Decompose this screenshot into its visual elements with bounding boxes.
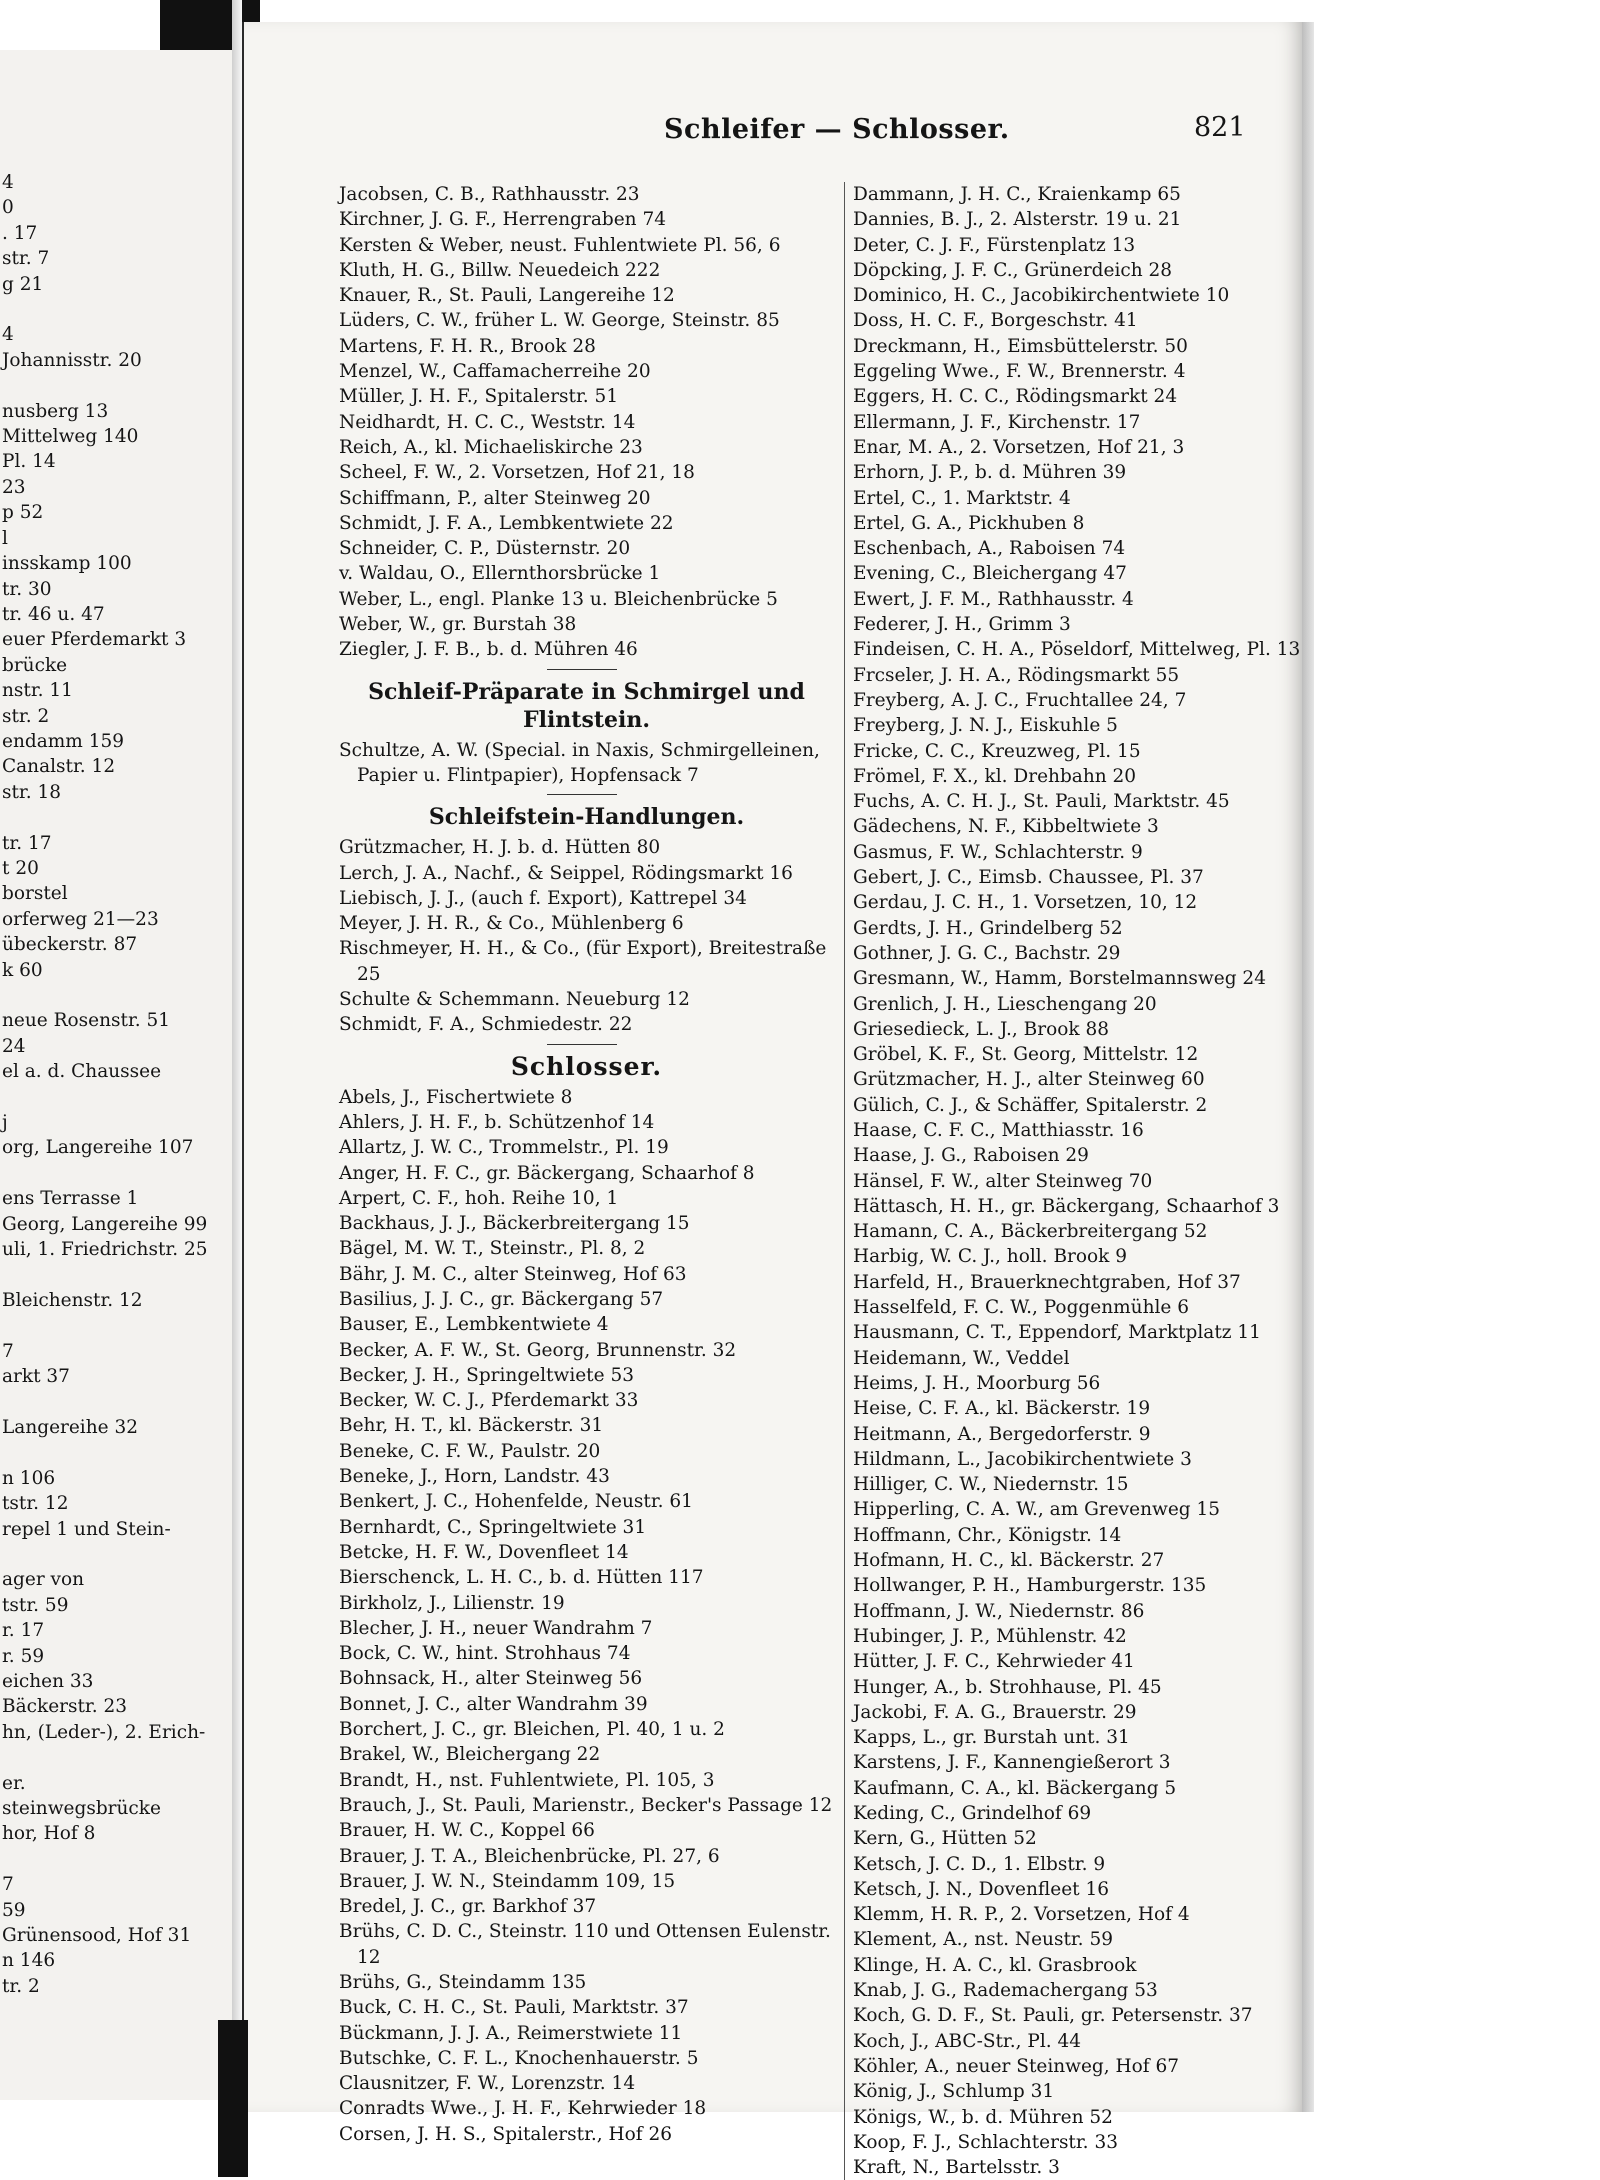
directory-entry: Hasselfeld, F. C. W., Poggenmühle 6 [853,1297,1189,1319]
directory-entry: Grützmacher, H. J. b. d. Hütten 80 [339,837,661,859]
left-page-line: orferweg 21—23 [2,908,159,930]
directory-entry: Bock, C. W., hint. Strohhaus 74 [339,1643,631,1665]
directory-column-right [844,182,1301,2180]
directory-entry: Hildmann, L., Jacobikirchentwiete 3 [853,1448,1192,1470]
left-page-line: steinwegsbrücke [2,1798,161,1819]
left-page-line: euer Pferdemarkt 3 [2,629,187,651]
directory-entry: Abels, J., Fischertwiete 8 [339,1086,573,1108]
left-page-line: g 21 [2,273,44,295]
directory-entry: Findeisen, C. H. A., Pöseldorf, Mittelweg, Pl. 13 [853,639,1301,661]
directory-entry: Meyer, J. H. R., & Co., Mühlenberg 6 [339,913,684,935]
left-page-line: 23 [2,476,26,498]
directory-entry: Ellermann, J. F., Kirchenstr. 17 [853,411,1141,433]
left-page-line: el a. d. Chaussee [2,1061,162,1083]
directory-entry: Koop, F. J., Schlachterstr. 33 [853,2131,1118,2153]
directory-entry: Becker, W. C. J., Pferdemarkt 33 [339,1390,639,1412]
directory-entry: Hoffmann, J. W., Niedernstr. 86 [853,1600,1145,1622]
directory-entry: Birkholz, J., Lilienstr. 19 [339,1592,565,1614]
left-page-line [0,373,232,398]
left-page-line: übeckerstr. 87 [2,934,138,956]
directory-entry: Fuchs, A. C. H. J., St. Pauli, Marktstr. 45 [853,791,1230,813]
left-page-line [0,1161,232,1186]
left-page-line: eichen 33 [2,1670,94,1692]
directory-entry: Allartz, J. W. C., Trommelstr., Pl. 19 [339,1137,669,1159]
directory-entry: Behr, H. T., kl. Bäckerstr. 31 [339,1415,604,1437]
directory-entry: Harfeld, H., Brauerknechtgraben, Hof 37 [853,1271,1241,1293]
left-page-line: n 146 [2,1950,56,1972]
directory-entry: Betcke, H. F. W., Dovenfleet 14 [339,1541,629,1563]
directory-entry: Müller, J. H. F., Spitalerstr. 51 [339,386,619,408]
directory-entry: Gothner, J. G. C., Bachstr. 29 [853,942,1121,964]
directory-entry: Benkert, J. C., Hohenfelde, Neustr. 61 [339,1491,693,1513]
directory-entry: Gresmann, W., Hamm, Borstelmannsweg 24 [853,968,1266,990]
directory-entry: Backhaus, J. J., Bäckerbreitergang 15 [339,1213,690,1235]
directory-entry: Neidhardt, H. C. C., Weststr. 14 [339,411,636,433]
directory-entry: Schmidt, F. A., Schmiedestr. 22 [339,1014,633,1036]
directory-entry: Brauer, H. W. C., Koppel 66 [339,1820,595,1842]
directory-entry: Ahlers, J. H. F., b. Schützenhof 14 [339,1111,655,1133]
left-page-line: Mittelweg 140 [2,426,139,448]
directory-entry: Gädechens, N. F., Kibbeltwiete 3 [853,816,1159,838]
directory-entry: Döpcking, J. F. C., Grünerdeich 28 [853,259,1173,281]
left-page-line: Pl. 14 [2,451,56,473]
section-heading-schlosser: Schlosser. [510,1051,663,1081]
directory-entry: Eggeling Wwe., F. W., Brennerstr. 4 [853,361,1186,383]
left-page-line: arkt 37 [2,1366,70,1388]
left-page-line: 4 [2,324,14,346]
directory-entry: Weber, W., gr. Burstah 38 [339,614,577,636]
directory-entry: Weber, L., engl. Planke 13 u. Bleichenbrücke 5 [339,588,778,610]
directory-entry: Köhler, A., neuer Steinweg, Hof 67 [853,2055,1180,2077]
directory-entry: Jacobsen, C. B., Rathhausstr. 23 [339,184,640,205]
directory-entry: Bückmann, J. J. A., Reimerstwiete 11 [339,2022,683,2044]
left-page-line: repel 1 und Stein- [2,1518,171,1540]
section-heading-praeparate: Schleif-Präparate in Schmirgel und Flintstein. [368,678,805,733]
left-page-line [0,1542,232,1567]
book-spine [232,0,242,2177]
directory-entry: Eschenbach, A., Raboisen 74 [853,538,1126,560]
directory-page [242,22,1304,2179]
directory-entry: Scheel, F. W., 2. Vorsetzen, Hof 21, 18 [339,462,695,484]
directory-entry: Ertel, G. A., Pickhuben 8 [853,512,1085,534]
directory-entry: Rischmeyer, H. H., & Co., (für Export), Breitestraße 25 [339,938,827,985]
left-page-line: r. 17 [2,1620,45,1642]
left-page-line [0,1440,232,1465]
directory-entry: Schulte & Schemmann. Neueburg 12 [339,989,690,1011]
left-page-line: er. [2,1772,26,1794]
directory-entry: Hollwanger, P. H., Hamburgerstr. 135 [853,1575,1207,1597]
directory-entry: Ketsch, J. N., Dovenfleet 16 [853,1878,1110,1900]
entry-praeparate: Schultze, A. W. (Special. in Naxis, Schmirgelleinen, Papier u. Flintpapier), Hopfensack 7 [339,739,820,786]
directory-entry: Bonnet, J. C., alter Wandrahm 39 [339,1693,648,1715]
directory-entry: Hausmann, C. T., Eppendorf, Marktplatz 11 [853,1322,1261,1344]
directory-entry: Kaufmann, C. A., kl. Bäckergang 5 [853,1777,1177,1799]
directory-entry: Reich, A., kl. Michaeliskirche 23 [339,436,643,458]
directory-entry: Brauch, J., St. Pauli, Marienstr., Becker's Passage 12 [339,1794,833,1816]
left-page-line: tr. 2 [2,1975,40,1997]
directory-entry: Kluth, H. G., Billw. Neuedeich 222 [339,259,661,281]
directory-entry: Knab, J. G., Rademachergang 53 [853,1980,1158,2002]
directory-entry: Hänsel, F. W., alter Steinweg 70 [853,1170,1153,1192]
left-page-line: tstr. 59 [2,1594,69,1616]
directory-entry: Beneke, C. F. W., Paulstr. 20 [339,1440,601,1462]
directory-entry: Dominico, H. C., Jacobikirchentwiete 10 [853,285,1230,307]
directory-entry: Enar, M. A., 2. Vorsetzen, Hof 21, 3 [853,436,1185,458]
directory-entry: Haase, C. F. C., Matthiasstr. 16 [853,1119,1144,1141]
directory-entry: Blecher, J. H., neuer Wandrahm 7 [339,1617,653,1639]
directory-entry: Dammann, J. H. C., Kraienkamp 65 [853,184,1181,205]
directory-entry: Grenlich, J. H., Lieschengang 20 [853,993,1157,1015]
scan-border-bottom [218,2020,248,2177]
left-page-line: Grünensood, Hof 31 [2,1925,192,1947]
directory-entry: Königs, W., b. d. Mühren 52 [853,2106,1113,2128]
directory-entry: Heitmann, A., Bergedorferstr. 9 [853,1423,1151,1445]
directory-entry: Grützmacher, H. J., alter Steinweg 60 [853,1069,1205,1091]
directory-entry: Fricke, C. C., Kreuzweg, Pl. 15 [853,740,1141,762]
left-page-line: . 17 [2,222,38,244]
directory-entry: Brandt, H., nst. Fuhlentwiete, Pl. 105, 3 [339,1769,715,1791]
directory-entry: Klement, A., nst. Neustr. 59 [853,1929,1113,1951]
directory-entry: Gerdau, J. C. H., 1. Vorsetzen, 10, 12 [853,892,1198,914]
left-page-line: uli, 1. Friedrichstr. 25 [2,1239,208,1261]
directory-entry: Bernhardt, C., Springeltwiete 31 [339,1516,647,1538]
left-page-line: 0 [2,197,14,219]
directory-entry: Borchert, J. C., gr. Bleichen, Pl. 40, 1 u. 2 [339,1719,725,1741]
directory-entry: Beneke, J., Horn, Landstr. 43 [339,1466,610,1488]
directory-entry: Kirchner, J. G. F., Herrengraben 74 [339,209,666,231]
directory-entry: Deter, C. J. F., Fürstenplatz 13 [853,234,1136,256]
directory-entry: Corsen, J. H. S., Spitalerstr., Hof 26 [339,2123,673,2145]
left-page-line: ager von [2,1569,85,1591]
directory-entry: Koch, J., ABC-Str., Pl. 44 [853,2030,1082,2052]
directory-entry: Heise, C. F. A., kl. Bäckerstr. 19 [853,1398,1151,1420]
directory-entry: Bähr, J. M. C., alter Steinweg, Hof 63 [339,1263,687,1285]
directory-column-left [339,182,844,2147]
directory-entry: Bohnsack, H., alter Steinweg 56 [339,1668,643,1690]
directory-entry: Brakel, W., Bleichergang 22 [339,1744,601,1766]
left-page-line: 24 [2,1035,26,1057]
left-page-line [0,1745,232,1770]
directory-entry: Bredel, J. C., gr. Barkhof 37 [339,1896,597,1918]
left-page-line: tr. 17 [2,832,52,854]
directory-entry: Brauer, J. W. N., Steindamm 109, 15 [339,1870,676,1892]
left-page-line: nstr. 11 [2,680,73,702]
directory-entry: Dreckmann, H., Eimsbüttelerstr. 50 [853,335,1188,357]
directory-entry: Haase, J. G., Raboisen 29 [853,1145,1089,1167]
left-page-line: ens Terrasse 1 [2,1188,139,1210]
directory-entry: Knauer, R., St. Pauli, Langereihe 12 [339,285,675,307]
directory-entry: Frömel, F. X., kl. Drehbahn 20 [853,765,1137,787]
directory-entry: Ertel, C., 1. Marktstr. 4 [853,487,1071,509]
entries-schlosser [339,1085,844,2147]
directory-entry: Kapps, L., gr. Burstah unt. 31 [853,1727,1130,1749]
left-page-line: Bleichenstr. 12 [2,1289,143,1311]
directory-entry: Karstens, J. F., Kannengießerort 3 [853,1752,1171,1774]
directory-entry: Hütter, J. F. C., Kehrwieder 41 [853,1651,1135,1673]
directory-entry: Erhorn, J. P., b. d. Mühren 39 [853,462,1127,484]
left-page-line [0,1847,232,1872]
directory-entry: Kersten & Weber, neust. Fuhlentwiete Pl. 56, 6 [339,234,781,256]
left-page-line: neue Rosenstr. 51 [2,1010,171,1032]
section-heading-schleifstein: Schleifstein-Handlungen. [428,804,745,831]
directory-entry: Federer, J. H., Grimm 3 [853,614,1071,636]
left-page-fragment [0,50,232,2100]
directory-entry: Gebert, J. C., Eimsb. Chaussee, Pl. 37 [853,867,1204,889]
directory-entry: Heidemann, W., Veddel [853,1347,1070,1369]
left-page-line: str. 18 [2,781,62,803]
directory-entry: Bauser, E., Lembkentwiete 4 [339,1314,609,1336]
left-page-line: Georg, Langereihe 99 [2,1213,208,1235]
directory-entry: Heims, J. H., Moorburg 56 [853,1372,1101,1394]
left-page-lines [0,170,232,1999]
directory-entry: Martens, F. H. R., Brook 28 [339,335,596,357]
left-page-line: hor, Hof 8 [2,1823,96,1845]
left-page-line: insskamp 100 [2,553,132,575]
directory-entry: Brühs, G., Steindamm 135 [339,1972,587,1993]
left-page-line: t 20 [2,857,39,879]
directory-entry: Kraft, N., Bartelsstr. 3 [853,2157,1060,2179]
page-header [244,114,1304,154]
left-page-line: tr. 30 [2,578,52,600]
directory-entry: Dannies, B. J., 2. Alsterstr. 19 u. 21 [853,209,1182,231]
directory-entry: Basilius, J. J. C., gr. Bäckergang 57 [339,1288,664,1310]
left-page-line [0,1085,232,1110]
left-page-line [0,983,232,1008]
directory-entry: Kern, G., Hütten 52 [853,1828,1037,1850]
directory-entry: Conradts Wwe., J. H. F., Kehrwieder 18 [339,2098,707,2120]
directory-entry: Griesedieck, L. J., Brook 88 [853,1018,1109,1040]
directory-entry: Brauer, J. T. A., Bleichenbrücke, Pl. 27, 6 [339,1845,720,1867]
directory-entry: Gerdts, J. H., Grindelberg 52 [853,917,1123,939]
left-page-line: l [2,527,8,549]
directory-entry: Schiffmann, P., alter Steinweg 20 [339,487,651,509]
directory-entry: Becker, A. F. W., St. Georg, Brunnenstr. 32 [339,1339,737,1361]
left-page-line: 7 [2,1874,14,1896]
left-page-line: Canalstr. 12 [2,756,116,778]
left-page-line: brücke [2,654,68,676]
directory-entry: Butschke, C. F. L., Knochenhauerstr. 5 [339,2047,699,2069]
directory-entry: Evening, C., Bleichergang 47 [853,563,1127,585]
left-page-line: 59 [2,1899,26,1921]
directory-entry: Hunger, A., b. Strohhause, Pl. 45 [853,1676,1162,1698]
directory-entry: Hättasch, H. H., gr. Bäckergang, Schaarhof 3 [853,1195,1280,1217]
directory-entry: Ketsch, J. C. D., 1. Elbstr. 9 [853,1853,1106,1875]
left-page-line [0,805,232,830]
divider-rule [547,669,617,670]
directory-entry: Hofmann, H. C., kl. Bäckerstr. 27 [853,1550,1165,1572]
directory-entry: Gröbel, K. F., St. Georg, Mittelstr. 12 [853,1044,1199,1066]
divider-rule [547,794,617,795]
directory-entry: König, J., Schlump 31 [853,2081,1055,2103]
directory-entry: Doss, H. C. F., Borgeschstr. 41 [853,310,1138,332]
left-page-line: endamm 159 [2,730,125,752]
running-head: Schleifer — Schlosser. [664,114,1010,145]
directory-entry: Hamann, C. A., Bäckerbreitergang 52 [853,1221,1208,1243]
left-page-line: Johannisstr. 20 [2,349,142,371]
left-page-line: org, Langereihe 107 [2,1137,194,1159]
directory-entry: Hoffmann, Chr., Königstr. 14 [853,1524,1122,1546]
left-page-line: 7 [2,1340,14,1362]
left-page-line: str. 7 [2,248,50,270]
directory-entry: Ewert, J. F. M., Rathhausstr. 4 [853,588,1134,610]
directory-entry: Klemm, H. R. P., 2. Vorsetzen, Hof 4 [853,1904,1190,1926]
directory-entry: Becker, J. H., Springeltwiete 53 [339,1364,634,1386]
directory-entry: Buck, C. H. C., St. Pauli, Marktstr. 37 [339,1997,689,2019]
left-page-line: nusberg 13 [2,400,109,422]
directory-entry: Brühs, C. D. C., Steinstr. 110 und Ottensen Eulenstr. 12 [339,1921,831,1968]
page-edge [1302,22,1314,2112]
left-page-line: 4 [2,172,14,193]
directory-entry: Gasmus, F. W., Schlachterstr. 9 [853,841,1143,863]
left-page-line: k 60 [2,959,43,981]
directory-entry: Clausnitzer, F. W., Lorenzstr. 14 [339,2073,636,2095]
directory-entry: v. Waldau, O., Ellernthorsbrücke 1 [339,563,661,585]
divider-rule [547,1044,617,1045]
left-page-line: str. 2 [2,705,50,727]
directory-entry: Arpert, C. F., hoh. Reihe 10, 1 [339,1187,619,1209]
left-page-line: n 106 [2,1467,56,1489]
directory-entry: Liebisch, J. J., (auch f. Export), Kattrepel 34 [339,887,747,909]
directory-entry: Lerch, J. A., Nachf., & Seippel, Rödingsmarkt 16 [339,862,793,884]
directory-entry: Keding, C., Grindelhof 69 [853,1803,1092,1824]
left-page-line: borstel [2,883,68,905]
directory-entry: Hubinger, J. P., Mühlenstr. 42 [853,1625,1127,1647]
left-page-line: Bäckerstr. 23 [2,1696,128,1718]
directory-entry: Ziegler, J. F. B., b. d. Mühren 46 [339,639,638,661]
left-page-line: Langereihe 32 [2,1416,139,1438]
directory-entry: Koch, G. D. F., St. Pauli, gr. Petersenstr. 37 [853,2005,1253,2027]
page-number: 821 [1194,112,1246,143]
entries-schleifer [339,182,844,663]
entries-schlosser-continued [853,182,1301,2180]
directory-entry: Hipperling, C. A. W., am Grevenweg 15 [853,1499,1221,1521]
left-page-line: tstr. 12 [2,1493,69,1515]
left-page-line: p 52 [2,502,44,524]
left-page-line [0,1262,232,1287]
directory-entry: Hilliger, C. W., Niedernstr. 15 [853,1474,1129,1496]
left-page-line: tr. 46 u. 47 [2,603,105,625]
directory-entry: Menzel, W., Caffamacherreihe 20 [339,361,651,383]
directory-entry: Anger, H. F. C., gr. Bäckergang, Schaarhof 8 [339,1162,755,1184]
directory-entry: Bägel, M. W. T., Steinstr., Pl. 8, 2 [339,1238,646,1260]
left-page-line: r. 59 [2,1645,45,1667]
directory-entry: Freyberg, A. J. C., Fruchtallee 24, 7 [853,689,1187,711]
directory-entry: Eggers, H. C. C., Rödingsmarkt 24 [853,386,1178,408]
directory-entry: Klinge, H. A. C., kl. Grasbrook [853,1954,1137,1976]
directory-entry: Harbig, W. C. J., holl. Brook 9 [853,1246,1128,1268]
directory-entry: Jackobi, F. A. G., Brauerstr. 29 [853,1701,1137,1723]
left-page-line [0,1313,232,1338]
entries-schleifstein [339,835,844,1037]
directory-entry: Schneider, C. P., Düsternstr. 20 [339,538,631,560]
directory-entry: Schmidt, J. F. A., Lembkentwiete 22 [339,512,674,534]
directory-entry: Frcseler, J. H. A., Rödingsmarkt 55 [853,664,1180,686]
left-page-line [0,297,232,322]
left-page-line: j [2,1112,8,1134]
directory-entry: Gülich, C. J., & Schäffer, Spitalerstr. 2 [853,1094,1208,1116]
directory-entry: Lüders, C. W., früher L. W. George, Steinstr. 85 [339,310,780,332]
directory-entry: Bierschenck, L. H. C., b. d. Hütten 117 [339,1567,704,1589]
left-page-line: hn, (Leder-), 2. Erich- [2,1721,206,1743]
directory-entry: Freyberg, J. N. J., Eiskuhle 5 [853,715,1118,737]
left-page-line [0,1390,232,1415]
